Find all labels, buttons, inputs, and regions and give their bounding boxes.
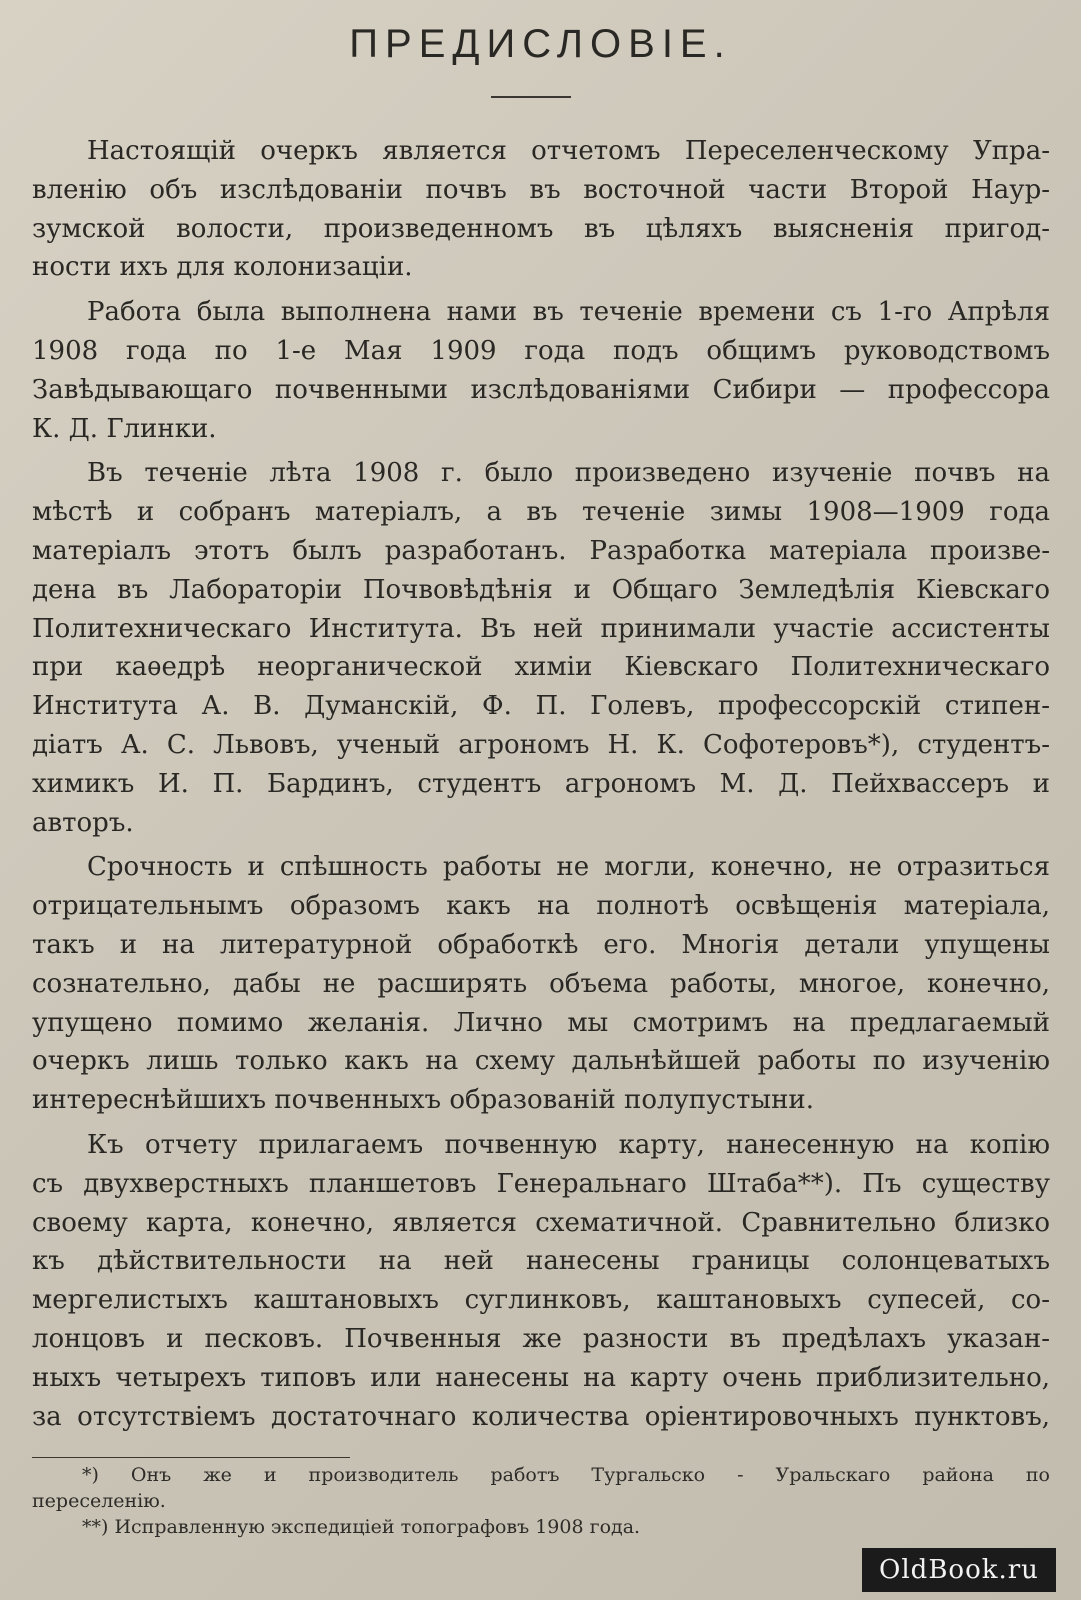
- page-title: ПРЕДИСЛОВIЕ.: [349, 22, 732, 66]
- footnotes: [32, 1462, 1050, 1540]
- text-line: дена въ Лабораторiи Почвовѣдѣнiя и Общаго Земледѣлiя Кiевскаго: [32, 574, 1050, 605]
- text-line: за отсутствiемъ достаточнаго количества орiентировочныхъ пунктовъ,: [32, 1401, 1050, 1432]
- text-line: съ двухверстныхъ планшетовъ Генеральнаго Штаба**). Пъ существу: [32, 1168, 1050, 1199]
- paragraph-4: [32, 848, 1050, 1120]
- footnote-divider: [32, 1457, 350, 1458]
- text-line: Въ теченiе лѣта 1908 г. было произведено изученiе почвъ на: [87, 458, 1050, 489]
- text-line: матерiалъ этотъ былъ разработанъ. Разработка матерiала произве-: [32, 535, 1050, 566]
- text-line: интереснѣйшихъ почвенныхъ образованiй полупустыни.: [32, 1085, 814, 1116]
- watermark-logo: OldBook.ru: [862, 1548, 1056, 1592]
- text-line: ныхъ четырехъ типовъ или нанесены на карту очень приблизительно,: [32, 1362, 1050, 1393]
- footnote-line: переселенiю.: [32, 1490, 166, 1512]
- paragraph-5: [32, 1126, 1050, 1436]
- footnote-line: **) Исправленную экспедицiей топографовъ 1908 года.: [82, 1516, 641, 1538]
- paragraph-2: [32, 293, 1050, 448]
- text-line: очеркъ лишь только какъ на схему дальнѣйшей работы по изученiю: [32, 1046, 1050, 1077]
- text-line: своему карта, конечно, является схематичной. Сравнительно близко: [32, 1207, 1050, 1238]
- paragraph-1: [32, 132, 1050, 287]
- text-line: Настоящiй очеркъ является отчетомъ Переселенческому Упра-: [87, 136, 1050, 166]
- text-line: лонцовъ и песковъ. Почвенныя же разности въ предѣлахъ указан-: [32, 1323, 1050, 1354]
- text-line: химикъ И. П. Бардинъ, студентъ агрономъ М. Д. Пейхвассеръ и: [32, 768, 1050, 799]
- title-divider: [491, 96, 571, 98]
- footnote-2: [32, 1514, 1050, 1540]
- text-line: упущено помимо желанiя. Лично мы смотримъ на предлагаемый: [32, 1007, 1050, 1038]
- text-line: Завѣдывающаго почвенными изслѣдованiями Сибири — профессора: [32, 374, 1050, 405]
- text-line: такъ и на литературной обработкѣ его. Многiя детали упущены: [32, 929, 1050, 960]
- text-line: къ дѣйствительности на ней нанесены границы солонцеватыхъ: [32, 1246, 1050, 1277]
- text-line: мергелистыхъ каштановыхъ суглинковъ, каштановыхъ супесей, со-: [32, 1285, 1050, 1316]
- text-line: мѣстѣ и собранъ матерiалъ, а въ теченiе зимы 1908—1909 года: [32, 497, 1050, 528]
- text-line: сознательно, дабы не расширять объема работы, многое, конечно,: [32, 968, 1050, 999]
- footnote-1: [32, 1462, 1050, 1514]
- text-line: зумской волости, произведенномъ въ цѣляхъ выясненiя пригод-: [32, 213, 1050, 244]
- text-line: вленiю объ изслѣдованiи почвъ въ восточной части Второй Наур-: [32, 174, 1050, 205]
- text-line: дiатъ А. С. Львовъ, ученый агрономъ Н. К. Софотеровъ*), студентъ-: [32, 729, 1050, 760]
- footnote-line: *) Онъ же и производитель работъ Тургальско - Уральскаго района по: [82, 1464, 1050, 1486]
- text-line: Къ отчету прилагаемъ почвенную карту, нанесенную на копiю: [87, 1129, 1050, 1160]
- text-line: Срочность и спѣшность работы не могли, конечно, не отразиться: [87, 852, 1050, 883]
- text-line: при каѳедрѣ неорганической химiи Кiевскаго Политехническаго: [32, 652, 1050, 683]
- text-line: 1908 года по 1-е Мая 1909 года подъ общимъ руководствомъ: [32, 335, 1050, 366]
- text-line: ности ихъ для колонизацiи.: [32, 252, 413, 283]
- text-line: Политехническаго Института. Въ ней принимали участiе ассистенты: [32, 613, 1050, 644]
- text-line: отрицательнымъ образомъ какъ на полнотѣ освѣщенiя матерiала,: [32, 891, 1050, 922]
- text-line: авторъ.: [32, 807, 134, 838]
- text-line: Работа была выполнена нами въ теченiе времени съ 1-го Апрѣля: [87, 297, 1050, 328]
- body-text: [32, 132, 1050, 1436]
- text-line: Института А. В. Думанскiй, Ф. П. Голевъ, профессорскiй стипен-: [32, 691, 1050, 722]
- paragraph-3: [32, 454, 1050, 842]
- text-line: К. Д. Глинки.: [32, 413, 217, 444]
